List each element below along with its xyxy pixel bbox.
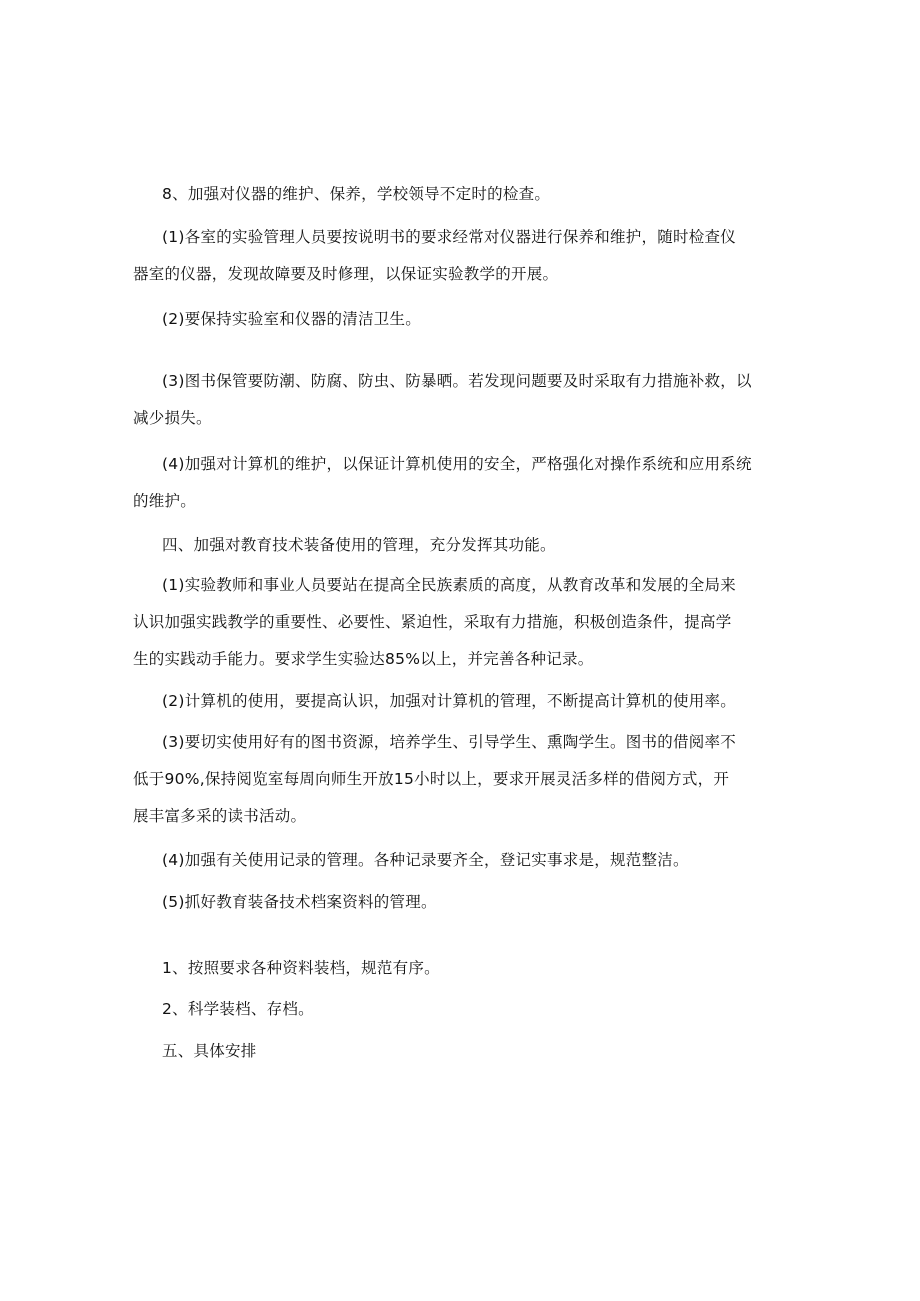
text-line: (3)要切实使用好有的图书资源，培养学生、引导学生、熏陶学生。图书的借阅率不: [162, 733, 736, 751]
paragraph-book-storage: [133, 363, 785, 437]
list-item-scientific-archiving: [133, 991, 785, 1028]
paragraph-computer-usage: [133, 683, 785, 720]
paragraph-item-8-heading: [133, 176, 785, 213]
text-line: 低于90%,保持阅览室每周向师生开放15小时以上，要求开展灵活多样的借阅方式，开: [133, 770, 730, 788]
paragraph-computer-maintenance: [133, 446, 785, 520]
text-line: 五、具体安排: [162, 1042, 257, 1060]
paragraph-usage-records: [133, 842, 785, 879]
text-line: 四、加强对教育技术装备使用的管理，充分发挥其功能。: [162, 536, 556, 554]
text-line: (2)计算机的使用，要提高认识，加强对计算机的管理，不断提高计算机的使用率。: [162, 692, 736, 710]
section-heading-four: [133, 527, 785, 564]
text-line: 展丰富多采的读书活动。: [133, 807, 307, 825]
text-line: 生的实践动手能力。要求学生实验达85%以上，并完善各种记录。: [133, 650, 594, 668]
paragraph-archive-management: [133, 884, 785, 921]
text-line: 1、按照要求各种资料装档，规范有序。: [162, 959, 440, 977]
section-heading-five: [133, 1033, 785, 1070]
text-line: (4)加强有关使用记录的管理。各种记录要齐全，登记实事求是，规范整洁。: [162, 851, 689, 869]
text-line: 的维护。: [133, 492, 197, 510]
text-line: (4)加强对计算机的维护，以保证计算机使用的安全，严格强化对操作系统和应用系统: [162, 455, 752, 473]
text-line: (1)各室的实验管理人员要按说明书的要求经常对仪器进行保养和维护，随时检查仪: [162, 228, 736, 246]
list-item-archiving-order: [133, 950, 785, 987]
paragraph-lab-cleanliness: [133, 301, 785, 338]
text-line: (1)实验教师和事业人员要站在提高全民族素质的高度，从教育改革和发展的全局来: [162, 576, 736, 594]
paragraph-practice-teaching: [133, 567, 785, 678]
paragraph-library-resources: [133, 724, 785, 835]
paragraph-instrument-maintenance: [133, 219, 785, 293]
text-line: 减少损失。: [133, 409, 212, 427]
text-line: 2、科学装档、存档。: [162, 1000, 314, 1018]
text-line: 认识加强实践教学的重要性、必要性、紧迫性，采取有力措施，积极创造条件，提高学: [133, 613, 732, 631]
text-line: 8、加强对仪器的维护、保养，学校领导不定时的检查。: [162, 185, 551, 203]
text-line: (2)要保持实验室和仪器的清洁卫生。: [162, 310, 421, 328]
text-line: 器室的仪器，发现故障要及时修理，以保证实验教学的开展。: [133, 265, 559, 283]
text-line: (3)图书保管要防潮、防腐、防虫、防暴晒。若发现问题要及时采取有力措施补救，以: [162, 372, 752, 390]
text-line: (5)抓好教育装备技术档案资料的管理。: [162, 893, 437, 911]
